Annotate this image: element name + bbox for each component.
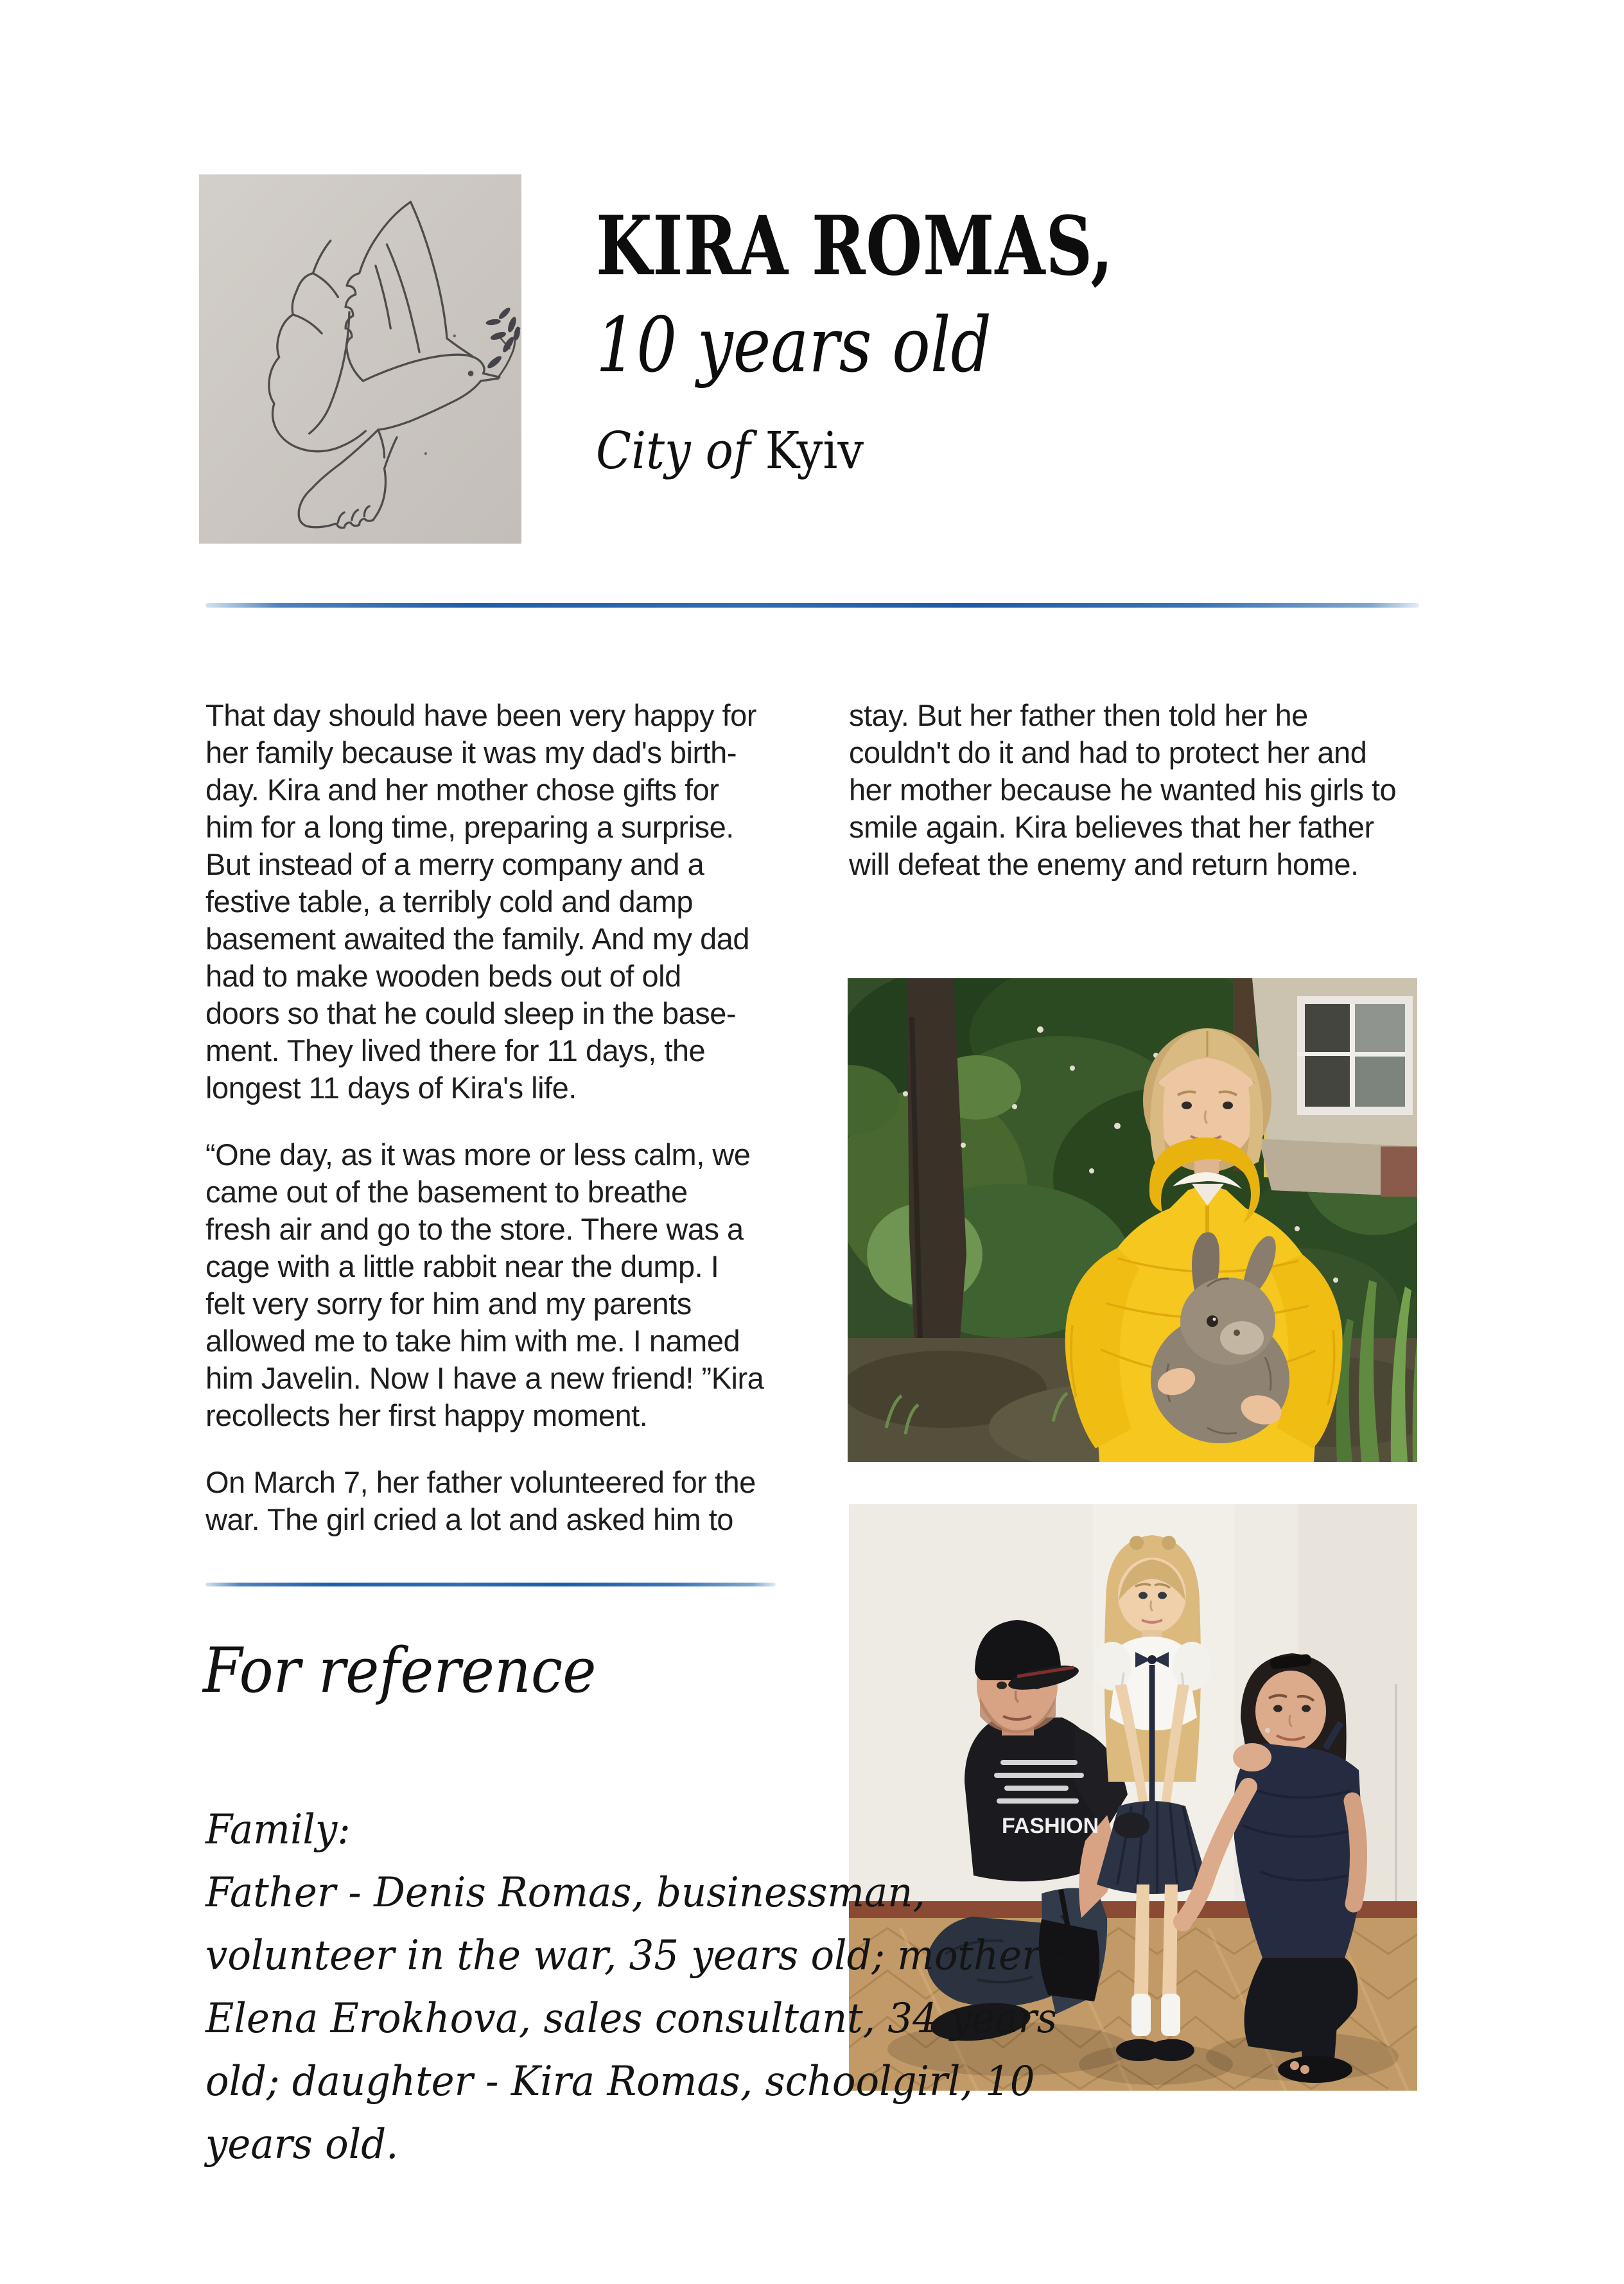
text-line: smile again. Kira believes that her father: [849, 810, 1374, 844]
text-line: volunteer in the war, 35 years old; mother -: [205, 1932, 1067, 1980]
rabbit-muzzle: [1220, 1321, 1264, 1355]
location-line: [596, 421, 864, 480]
bare-shoulder: [1233, 1743, 1271, 1771]
text-line: couldn't do it and had to protect her and: [849, 735, 1367, 769]
text-line: came out of the basement to breathe: [205, 1175, 688, 1209]
text-line: old; daughter - Kira Romas, schoolgirl, 10: [205, 2058, 1035, 2105]
text-line: years old.: [205, 2121, 399, 2168]
text-line: ment. They lived there for 11 days, the: [205, 1033, 706, 1067]
rabbit-eye: [1207, 1315, 1218, 1327]
paragraph: [205, 697, 822, 1107]
dove-drawing-photo: [199, 171, 521, 547]
eye-left: [1182, 1102, 1192, 1109]
location-city: Kyiv: [765, 421, 864, 480]
house: [1252, 978, 1417, 1197]
paragraph: [205, 1136, 822, 1434]
text-line: allowed me to take him with me. I named: [205, 1324, 740, 1358]
text-line: cage with a little rabbit near the dump. I: [205, 1249, 719, 1283]
text-line: fresh air and go to the store. There was a: [205, 1212, 744, 1246]
text-line: her mother because he wanted his girls to: [849, 773, 1397, 807]
page-subtitle-age: 10 years old: [596, 301, 991, 389]
location-prefix: City of: [596, 421, 751, 480]
text-line: day. Kira and her mother chose gifts for: [205, 773, 719, 807]
mother-arm-right: [1352, 1801, 1359, 1904]
paragraph: [205, 1464, 822, 1538]
text-line: him for a long time, preparing a surprise.: [205, 810, 734, 844]
article-left-column: [205, 697, 822, 1568]
text-line: stay. But her father then told her he: [849, 698, 1308, 732]
text-line: But instead of a merry company and a: [205, 847, 704, 881]
rabbit-head: [1180, 1278, 1275, 1365]
divider-top: [205, 603, 1419, 608]
mother-sandal: [1278, 2056, 1352, 2083]
text-line: “One day, as it was more or less calm, we: [205, 1138, 751, 1172]
text-line: will defeat the enemy and return home.: [849, 847, 1359, 881]
sock-left: [1131, 1994, 1151, 2036]
girl-leg-left: [1134, 1884, 1149, 1998]
text-line: Father - Denis Romas, businessman,: [205, 1869, 925, 1917]
text-line: recollects her first happy moment.: [205, 1398, 648, 1432]
paragraph: [849, 697, 1478, 883]
photo-girl-with-rabbit: [848, 978, 1417, 1462]
text-line: longest 11 days of Kira's life.: [205, 1071, 577, 1105]
earring: [1265, 1728, 1270, 1733]
father-hand-on-skirt: [1113, 1813, 1149, 1838]
text-line: Elena Erokhova, sales consultant, 34 years: [205, 1995, 1057, 2042]
text-line: doors so that he could sleep in the base-: [205, 996, 737, 1030]
mother-top: [1234, 1743, 1363, 1958]
dove-eye: [468, 371, 474, 376]
text-line: felt very sorry for him and my parents: [205, 1287, 692, 1321]
text-line: On March 7, her father volunteered for the: [205, 1465, 756, 1499]
article-right-column: [849, 697, 1478, 913]
girl-leg-right: [1162, 1884, 1178, 1998]
sock-right: [1161, 1994, 1180, 2036]
divider-reference: [205, 1583, 776, 1586]
text-line: festive table, a terribly cold and damp: [205, 884, 694, 918]
text-line: war. The girl cried a lot and asked him to: [205, 1502, 733, 1536]
page-title: KIRA ROMAS,: [596, 198, 1114, 294]
text-line: her family because it was my dad's birth-: [205, 735, 737, 769]
text-line: basement awaited the family. And my dad: [205, 922, 749, 956]
text-line: That day should have been very happy for: [205, 698, 756, 732]
girl-shoe-right: [1148, 2039, 1194, 2061]
text-line: Family:: [205, 1806, 351, 1854]
reference-heading: For reference: [203, 1635, 597, 1707]
tshirt-print-word: FASHION: [1002, 1814, 1099, 1838]
eye-right: [1223, 1102, 1233, 1109]
reference-family-text: [205, 1798, 1066, 2176]
text-line: had to make wooden beds out of old: [205, 959, 681, 993]
peace-dove-icon: [199, 171, 521, 547]
photo-girl-with-rabbit-image: [848, 978, 1417, 1462]
text-line: him Javelin. Now I have a new friend! ”Kira: [205, 1361, 764, 1395]
